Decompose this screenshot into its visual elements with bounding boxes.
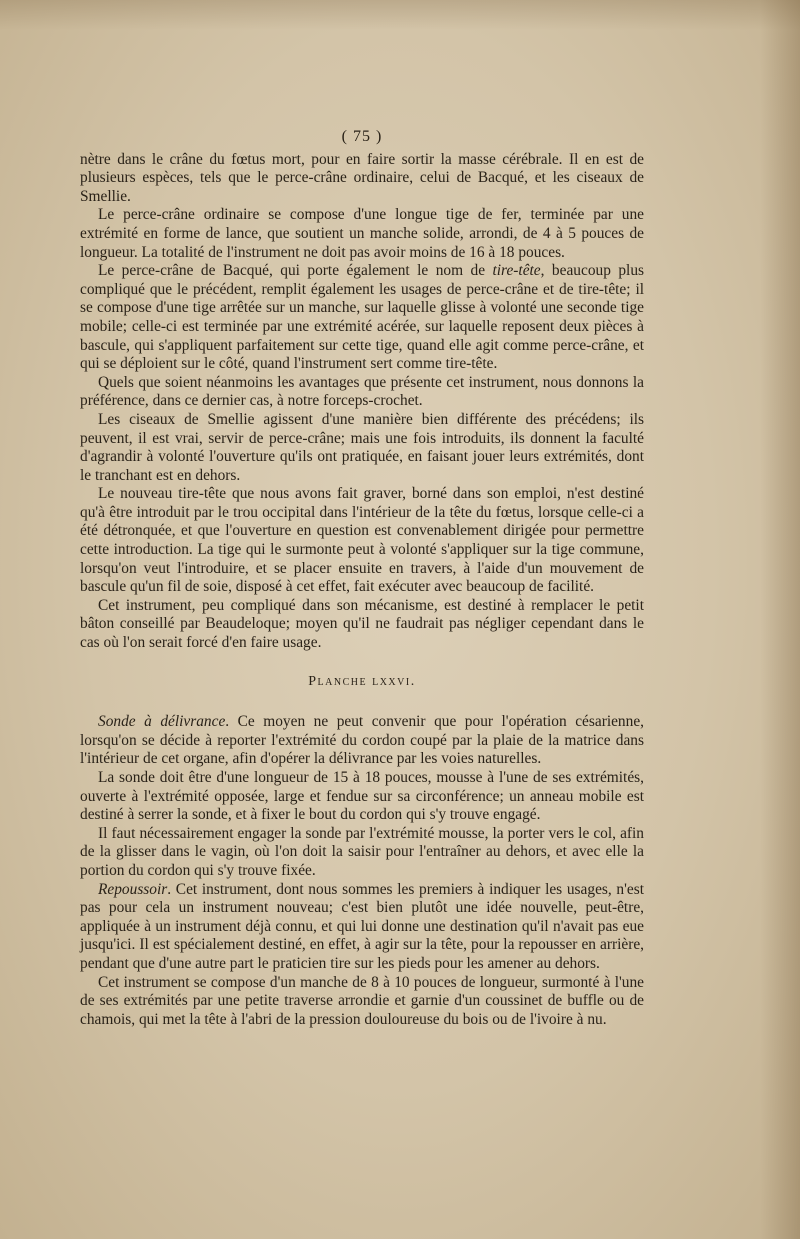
paragraph	[80, 597, 644, 653]
paragraph	[80, 151, 644, 207]
paragraph	[80, 974, 644, 1030]
text-run: Le nouveau tire-tête que nous avons fait graver, borné dans son emploi, n'est destiné qu'à être introduit par le trou occipital dans l'intérieur de la tête du fœtus, lorsque celle-ci a été détronquée, et que l'ouverture en question est convenablement dirigée pour permettre cette introduction. La tige qui le surmonte peut à volonté s'appliquer sur la tige commune, lorsqu'on veut l'introduire, et se placer ensuite en travers, à l'aide d'un mouvement de bascule qu'un fil de soie, disposé à cet effet, fait exécuter avec beaucoup de facilité.	[80, 485, 644, 596]
text-run: Les ciseaux de Smellie agissent d'une manière bien différente des précédens; ils peuvent, il est vrai, servir de perce-crâne; mais une fois introduits, ils donnent la faculté d'agrandir à volonté l'ouverture qu'ils ont pratiquée, en faisant jouer leurs extrémités, dont le tranchant est en dehors.	[80, 410, 644, 484]
paragraph	[80, 206, 644, 262]
text-body	[80, 151, 644, 1030]
paragraph	[80, 411, 644, 485]
text-run: Cet instrument se compose d'un manche de 8 à 10 pouces de longueur, surmonté à l'une de ses extrémités par une petite traverse arrondie et garnie d'un coussinet de buffle ou de chamois, qui met la tête à l'abri de la pression douloureuse du bois ou de l'ivoire à nu.	[80, 973, 644, 1028]
paragraph	[80, 825, 644, 881]
page-text	[80, 128, 644, 1029]
paragraph	[80, 262, 644, 374]
text-run: Cet instrument, peu compliqué dans son mécanisme, est destiné à remplacer le petit bâton conseillé par Beaudeloque; moyen qu'il ne faudrait pas négliger cependant dans le cas où l'on serait forcé d'en faire usage.	[80, 596, 644, 652]
paragraph	[80, 485, 644, 597]
text-run: Le perce-crâne ordinaire se compose d'une longue tige de fer, terminée par une extrémité en forme de lance, que soutient un manche solide, arrondi, de 4 à 5 pouces de longueur. La totalité de l'instrument ne doit pas avoir moins de 16 à 18 pouces.	[80, 206, 644, 261]
text-run: . Ce moyen ne peut convenir que pour l'opération césarienne, lorsqu'on se décide à reporter l'extrémité du cordon coupé par la plaie de la matrice dans l'intérieur de cet organe, afin d'opérer la délivrance par les voies naturelles.	[80, 713, 644, 768]
page-number: ( 75 )	[341, 128, 383, 145]
paragraph	[80, 769, 644, 825]
paragraph	[80, 713, 644, 769]
text-run: Le perce-crâne de Bacqué, qui porte également le nom de	[98, 262, 493, 280]
text-run: Quels que soient néanmoins les avantages que présente cet instrument, nous donnons la préférence, dans ce dernier cas, à notre forceps-crochet.	[80, 373, 644, 410]
text-run: Il faut nécessairement engager la sonde par l'extrémité mousse, la porter vers le col, afin de la glisser dans le vagin, où l'on doit la saisir pour l'entraîner au dehors, et avec elle la portion du cordon qui s'y trouve fixée.	[80, 824, 644, 879]
text-run: nètre dans le crâne du fœtus mort, pour en faire sortir la masse cérébrale. Il en est de plusieurs espèces, tels que le perce-crâne ordinaire, celui de Bacqué, et les ciseaux de Smellie.	[80, 150, 644, 205]
page-shadow-top	[0, 0, 800, 30]
page-shadow-right	[760, 0, 800, 1239]
paragraph	[80, 881, 644, 974]
plate-heading: Planche lxxvi.	[308, 673, 416, 689]
text-run: . Cet instrument, dont nous sommes les premiers à indiquer les usages, n'est pas pour cela un instrument nouveau; c'est bien plutôt une idée nouvelle, peut-être, appliquée à un instrument déjà connu, et qui lui donne une destination qu'il n'avait pas eue jusqu'ici. Il est spécialement destiné, en effet, à agir sur la tête, pour la repousser en arrière, pendant que d'une autre part le praticien tire sur les pieds pour les amener au dehors.	[80, 880, 644, 972]
italic-term: Sonde à délivrance	[98, 713, 226, 731]
italic-term: tire-tête	[492, 262, 541, 280]
text-run: La sonde doit être d'une longueur de 15 à 18 pouces, mousse à l'une de ses extrémités, ouverte à l'extrémité opposée, large et fendue sur sa circonférence; un anneau mobile est destiné à serrer la sonde, et à fixer le bout du cordon qui s'y trouve engagé.	[80, 769, 644, 824]
paragraph	[80, 374, 644, 411]
text-run: , beaucoup plus compliqué que le précédent, remplit également les usages de perce-crâne et de tire-tête; il se compose d'une tige arrêtée sur un manche, sur laquelle glisse à volonté une seconde tige mobile; celle-ci est terminée par une extrémité acérée, sur laquelle reposent deux pièces à bascule, qui s'appliquent parfaitement sur cette tige, quand elle agit comme perce-crâne, et qui se déploient sur le côté, quand l'instrument sert comme tire-tête.	[80, 262, 645, 373]
italic-term: Repoussoir	[98, 880, 168, 898]
